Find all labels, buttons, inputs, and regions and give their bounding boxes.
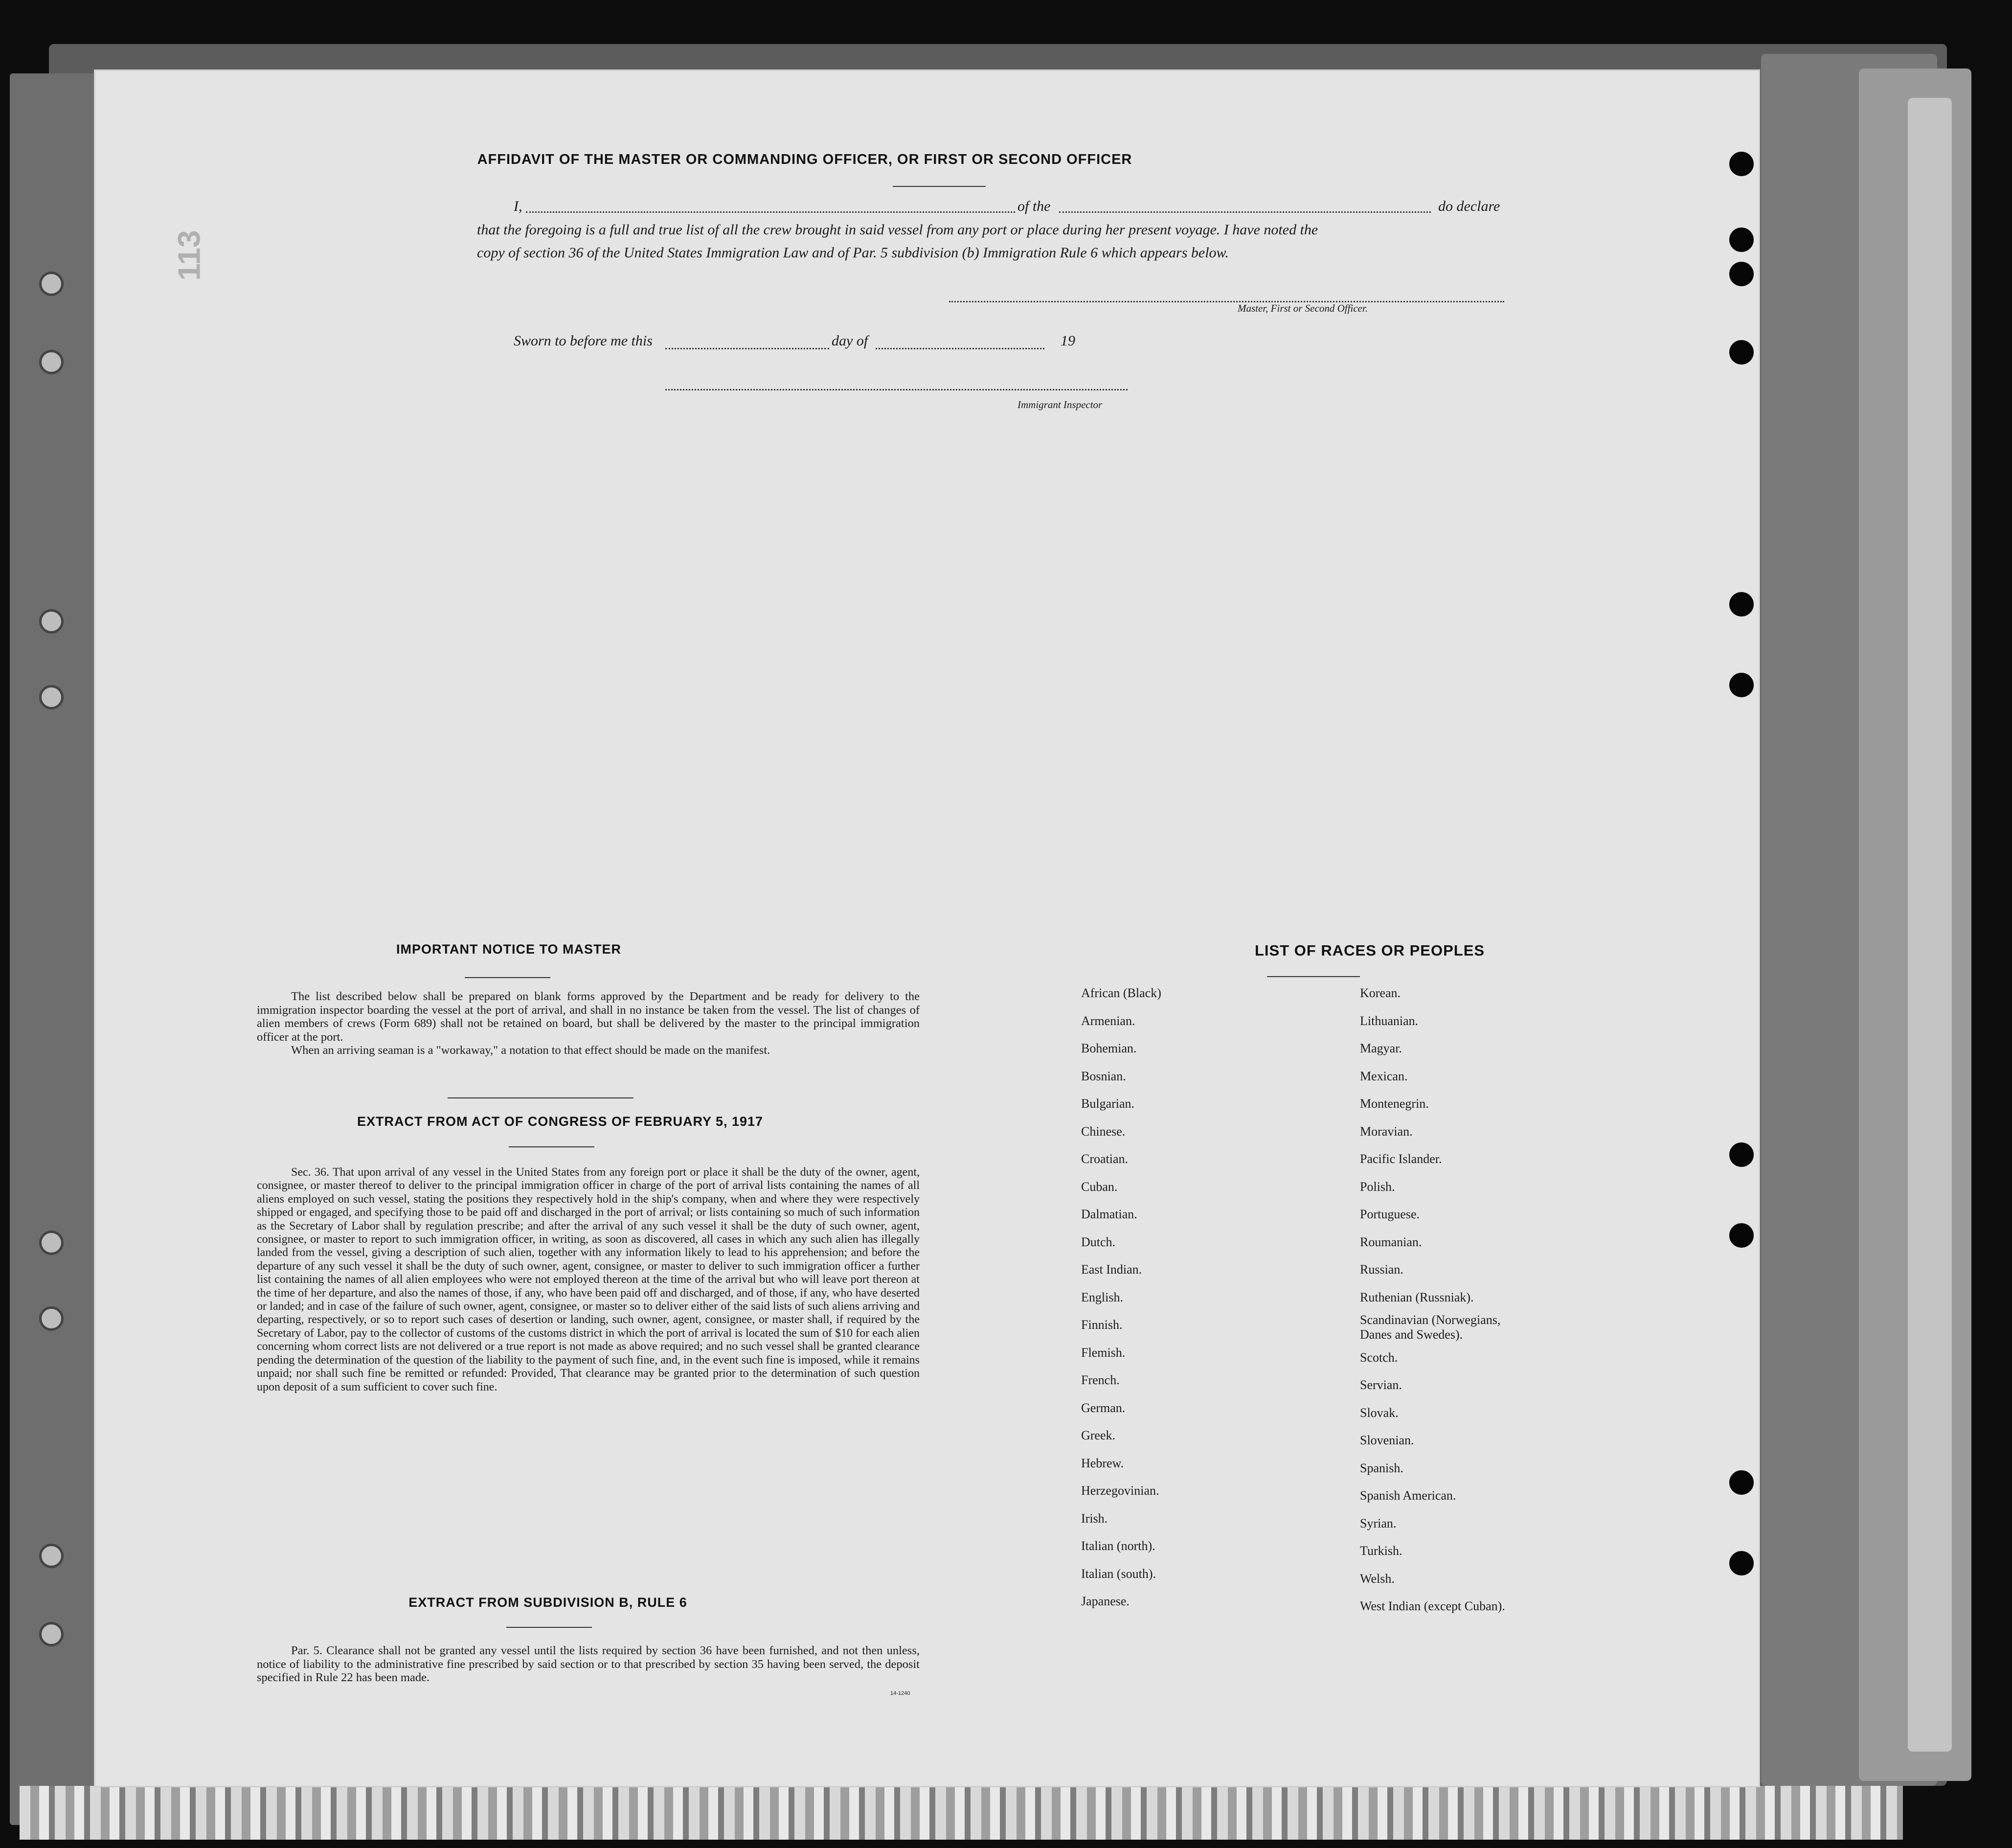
race-entry: Pacific Islander. [1360,1152,1442,1166]
race-entry: Croatian. [1081,1152,1129,1166]
punch-hole [39,272,64,296]
race-entry: Spanish. [1360,1460,1403,1475]
race-entry: Spanish American. [1360,1488,1456,1503]
notice-title: IMPORTANT NOTICE TO MASTER [396,942,621,957]
race-entry: Turkish. [1360,1544,1402,1558]
race-entry: Ruthenian (Russniak). [1360,1290,1474,1304]
inspector-signature-blank[interactable] [665,389,1128,390]
race-entry: Finnish. [1081,1318,1123,1332]
race-entry: Portuguese. [1360,1207,1420,1221]
punch-hole [39,1544,64,1568]
punch-hole [1729,1551,1754,1575]
punch-hole [1729,340,1754,365]
race-entry: Scotch. [1360,1350,1398,1365]
divider [509,1146,594,1147]
name-blank[interactable] [526,211,1015,213]
race-entry: East Indian. [1081,1262,1142,1277]
extract-rule-text: Par. 5. Clearance shall not be granted any vessel until the lists required by section 36 have been furnished, and not then unless, notice of liability to the administrative fine prescribed by said section or to that prescribed by section 35 having been served, the deposit specified in Rule 22 has been made. [257,1644,920,1684]
race-entry: Hebrew. [1081,1456,1124,1470]
race-entry: Dutch. [1081,1234,1116,1249]
margin-page-number: 113 [171,230,207,281]
divider [506,1627,592,1628]
extract-act-text: Sec. 36. That upon arrival of any vessel in the United States from any foreign port or place it shall be the duty of the owner, agent, consignee, or master thereof to deliver to the principal immigration officer in charge of the port of arrival lists containing the names of all aliens employed on such vessel, stating the positions they respectively hold in the ship's company, when and where they were respectively shipped or engaged, and specifying those to be paid off and discharged in the port of arrival; or lists containing so much of such information as the Secretary of Labor shall by regulation prescribe; and after the arrival of any such vessel it shall be the duty of such owner, agent, consignee, or master to report to such immigration officer, in writing, as soon as discovered, all cases in which any such alien has illegally landed from the vessel, giving a description of such alien, together with any information likely to lead to his apprehension; and before the departure of any such vessel it shall be the duty of such owner, agent, consignee, or master to deliver to such immigration officer a further list containing the names of all alien employees who were not employed thereon at the time of the arrival but who will leave port thereon at the time of her departure, and also the names of those, if any, who have been paid off and discharged, and of those, if any, who have deserted or landed; and in case of the failure of such owner, agent, consignee, or master so to deliver either of the said lists of such aliens arriving and departing, respectively, or so to report such cases of desertion or landing, such owner, agent, consignee, or master shall, if required by the Secretary of Labor, pay to the collector of customs of the customs district in which the port of arrival is located the sum of $10 for each alien concerning whom correct lists are not delivered or a true report is not made as above required; and no such vessel shall be granted clearance pending the determination of the question of the liability to the payment of such fine, and, in the event such fine is imposed, while it remains unpaid; nor shall such fine be remitted or refunded: Provided, That clearance may be granted prior to the determination of such question upon deposit of a sum sufficient to cover such fine. [257,1166,920,1393]
race-entry: Bulgarian. [1081,1096,1135,1111]
year-label: 19 [1061,333,1075,349]
manifest-sheet [95,71,1759,1786]
punch-hole [39,1231,64,1255]
race-entry: Welsh. [1360,1571,1395,1586]
race-entry: Herzegovinian. [1081,1483,1159,1498]
punch-hole [39,1622,64,1646]
punch-hole [1729,673,1754,697]
race-entry: Russian. [1360,1262,1403,1277]
punch-hole [39,685,64,709]
races-title: LIST OF RACES OR PEOPLES [1254,942,1485,959]
sworn-month-blank[interactable] [876,348,1044,349]
punch-hole [1729,592,1754,616]
race-entry: Cuban. [1081,1179,1118,1194]
inspector-caption: Immigrant Inspector [1017,399,1103,411]
day-of-label: day of [832,333,868,349]
notice-paragraph-2: When an arriving seaman is a "workaway," a notation to that effect should be made on the manifest. [291,1044,770,1057]
race-entry: Italian (north). [1081,1539,1155,1553]
race-entry: German. [1081,1400,1126,1415]
race-entry: Korean. [1360,986,1401,1000]
signature-caption: Master, First or Second Officer. [1238,302,1368,314]
race-entry: Servian. [1360,1378,1402,1392]
punch-hole [1729,1470,1754,1495]
affidavit-title: AFFIDAVIT OF THE MASTER OR COMMANDING OFFICER, OR FIRST OR SECOND OFFICER [477,152,1132,167]
race-entry: Bosnian. [1081,1069,1126,1083]
punch-hole [1729,262,1754,286]
affidavit-line-3: copy of section 36 of the United States Immigration Law and of Par. 5 subdivision (b) Immigration Rule 6 which appears below. [477,245,1229,261]
race-entry: Slovak. [1360,1405,1399,1420]
race-entry: Lithuanian. [1360,1013,1419,1028]
affidavit-declare-label: do declare [1438,198,1500,214]
punch-hole [1729,1223,1754,1248]
race-entry: Greek. [1081,1428,1116,1442]
race-entry: Bohemian. [1081,1041,1137,1055]
form-number: 14-1240 [890,1690,910,1696]
sworn-day-blank[interactable] [665,348,829,349]
punch-hole [1729,228,1754,252]
race-entry: Scandinavian (Norwegians, Danes and Swedes). [1360,1313,1501,1342]
race-entry: African (Black) [1081,986,1161,1000]
race-entry: Polish. [1360,1179,1395,1194]
race-entry: Roumanian. [1360,1234,1422,1249]
punch-hole [39,609,64,634]
book-edge-pattern [20,1786,1903,1840]
punch-hole [1729,1142,1754,1167]
divider [893,186,986,187]
divider [448,1097,633,1098]
race-entry: Italian (south). [1081,1566,1156,1581]
extract-rule-title: EXTRACT FROM SUBDIVISION B, RULE 6 [408,1595,687,1610]
race-entry: Dalmatian. [1081,1207,1137,1221]
back-page-edge [1908,98,1952,1752]
race-entry: Magyar. [1360,1041,1402,1055]
race-entry: Syrian. [1360,1516,1397,1530]
race-entry: Irish. [1081,1511,1108,1526]
vessel-blank[interactable] [1059,211,1431,213]
race-entry: West Indian (except Cuban). [1360,1599,1505,1613]
notice-paragraph-1: The list described below shall be prepared on blank forms approved by the Department and be ready for delivery to the immigration inspector boarding the vessel at the port of arrival, and shall in no instance be taken from the vessel. The list of changes of alien members of crews (Form 689) shall not be retained on board, but shall be delivered by the master to the principal immigration officer at the port. [257,990,920,1044]
extract-act-title: EXTRACT FROM ACT OF CONGRESS OF FEBRUARY 5, 1917 [357,1114,764,1129]
race-entry: Mexican. [1360,1069,1408,1083]
affidavit-of-the-label: of the [1017,198,1051,214]
race-entry: Slovenian. [1360,1433,1414,1447]
race-entry: Flemish. [1081,1345,1126,1360]
race-entry: Japanese. [1081,1594,1130,1608]
race-entry: French. [1081,1373,1120,1387]
punch-hole [39,1306,64,1331]
sworn-label: Sworn to before me this [514,333,653,349]
race-entry: Montenegrin. [1360,1096,1429,1111]
punch-hole [1729,152,1754,176]
race-entry: Moravian. [1360,1124,1413,1139]
race-entry: Armenian. [1081,1013,1135,1028]
divider [465,977,550,978]
punch-hole [39,350,64,374]
race-entry: English. [1081,1290,1123,1304]
race-entry: Chinese. [1081,1124,1126,1139]
divider [1267,976,1360,977]
affidavit-i-label: I, [514,198,522,214]
affidavit-line-2: that the foregoing is a full and true list of all the crew brought in said vessel from any port or place during her present voyage. I have noted the [477,222,1318,238]
signature-blank[interactable] [949,301,1504,302]
